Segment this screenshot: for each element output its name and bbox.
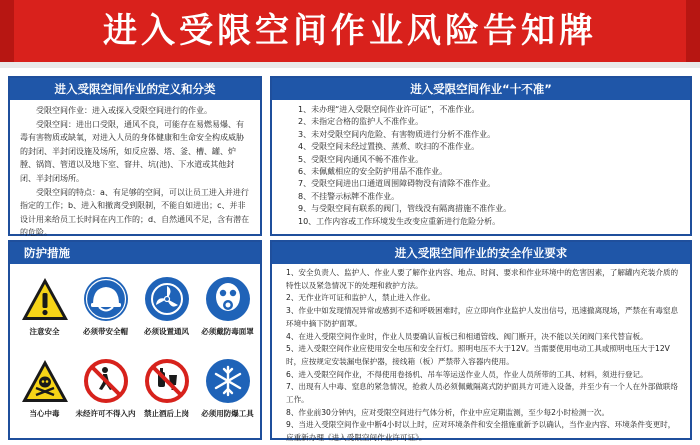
requirements-title: 进入受限空间作业的安全作业要求 — [272, 242, 690, 264]
sign-no-alcohol — [136, 358, 197, 419]
list-item: 10、工作内容或工作环境发生改变应重新进行危险分析。 — [298, 216, 501, 226]
warning-icon — [20, 276, 70, 322]
list-item: 9、当进入受限空间作业中断4小时以上时，应对环境条件和安全措施重新予以确认，当作业内容、环境条件变更时，应重新办理《进入受限空间作业许可证》。 — [286, 420, 676, 443]
sign-label: 当心中毒 — [29, 409, 60, 418]
ten-bans-panel — [270, 76, 692, 236]
sign-gas-mask — [197, 276, 258, 337]
list-item: 4、在进入受限空间作业时，作业人员要确认盲板已和相通管线、阀门断开，决不能以关闭阀门来代替盲板。 — [286, 331, 648, 341]
ventilation-icon — [144, 276, 190, 322]
sign-helmet — [75, 276, 136, 337]
helmet-icon — [83, 276, 129, 322]
list-item: 2、未指定合格的监护人不准作业。 — [298, 117, 424, 127]
list-item: 6、未佩戴相应的安全防护用品不准作业。 — [298, 167, 448, 177]
list-item: 6、进入受限空间作业，不得使用卷扬机、吊车等运送作业人员，作业人员所带的工具、材料，须进行登记。 — [286, 369, 648, 379]
gas-mask-icon — [205, 276, 251, 322]
definition-panel — [8, 76, 262, 236]
header-divider — [0, 62, 700, 68]
requirements-panel — [270, 240, 692, 443]
sign-explosion-proof-tools — [197, 358, 258, 419]
list-item: 7、出现有人中毒、窒息的紧急情况，抢救人员必须佩戴隔离式防护面具方可进入设备，并至少有一个人在外部做联络工作。 — [286, 382, 679, 405]
sign-label: 注意安全 — [29, 327, 60, 336]
definition-title: 进入受限空间作业的定义和分类 — [10, 78, 260, 100]
page-title: 进入受限空间作业风险告知牌 — [103, 11, 597, 51]
list-item: 3、未对受限空间内危险、有害物质进行分析不准作业。 — [298, 129, 496, 139]
sign-label: 禁止酒后上岗 — [144, 409, 189, 418]
sign-label: 未经许可不得入内 — [75, 409, 136, 418]
sign-poison — [14, 358, 75, 419]
sign-no-entry — [75, 358, 136, 419]
sign-label: 必须戴防毒面罩 — [201, 327, 254, 336]
definition-paragraph: 受限空间：进出口受限，通风不良，可能存在易燃易爆、有毒有害物质或缺氧，对进入人员的身体健康和生命安全构成威胁的封闭、半封闭设施及场所，如反应器、塔、釜、槽、罐、炉膛、锅筒、管道以及地下室、窨井、坑(池)、下水道或其他封闭、半封闭场所。 — [20, 119, 244, 183]
list-item: 1、未办理“进入受限空间作业许可证”，不准作业。 — [298, 105, 480, 114]
list-item: 8、作业前30分钟内，应对受限空间进行气体分析，作业中应定期监测，至少每2小时检测一次。 — [286, 407, 610, 417]
poison-icon — [20, 358, 70, 404]
list-item: 9、与受限空间有联系的阀门，管线没有隔离措施不准作业。 — [298, 204, 512, 214]
list-item: 8、不挂警示标牌不准作业。 — [298, 191, 400, 201]
sign-label: 必须用防爆工具 — [201, 409, 254, 418]
list-item: 3、作业中如发现情况异常或感到不适和呼吸困难时，应立即向作业监护人发出信号，迅速撤离现场，严禁在有毒窒息环境中摘下防护面罩。 — [286, 306, 679, 328]
requirements-list — [272, 264, 690, 445]
list-item: 4、受限空间未经过置换、蒸煮、吹扫的不准作业。 — [298, 142, 480, 152]
definition-paragraph: 受限空间的特点：a、有足够的空间，可以让员工进入并进行指定的工作；b、进入和撤离受到限制，不能自如进出；c、并非设计用来给员工长时间在内工作的；d、自然通风不足，含有潜在的危险。 — [20, 187, 250, 238]
no-entry-icon — [83, 358, 129, 404]
sign-label: 必须带安全帽 — [83, 327, 128, 336]
list-item: 5、受限空间内通风不畅不准作业。 — [298, 154, 424, 164]
header — [0, 0, 700, 70]
list-item: 2、无作业许可证和监护人，禁止进入作业。 — [286, 293, 436, 303]
ten-bans-title: 进入受限空间作业“十不准” — [272, 78, 690, 100]
sign-warning — [14, 276, 75, 337]
definition-body — [10, 100, 260, 240]
no-alcohol-icon — [144, 358, 190, 404]
protection-panel — [8, 240, 262, 440]
sign-label: 必须设置通风 — [144, 327, 189, 336]
list-item: 7、受限空间进出口通道周围障碍物没有清除不准作业。 — [298, 179, 496, 189]
list-item: 5、进入受限空间作业应使用安全电压和安全行灯。照明电压不大于12V。当需要使用电动工具或照明电压大于12V时，应按规定安装漏电保护器，接线箱（板）严禁带入容器内使用。 — [286, 344, 670, 366]
antifreeze-icon — [205, 358, 251, 404]
ten-bans-list — [272, 100, 690, 228]
header-banner — [0, 0, 700, 62]
list-item: 1、安全负责人、监护人、作业人要了解作业内容、地点、时间、要求和作业环境中的危害因素，了解罐内充装介质的特性以及紧急情况下的处理和救护方法。 — [286, 268, 679, 290]
sign-ventilation — [136, 276, 197, 337]
definition-paragraph: 受限空间作业：进入或探入受限空间进行的作业。 — [36, 106, 212, 115]
protection-title: 防护措施 — [10, 242, 260, 264]
